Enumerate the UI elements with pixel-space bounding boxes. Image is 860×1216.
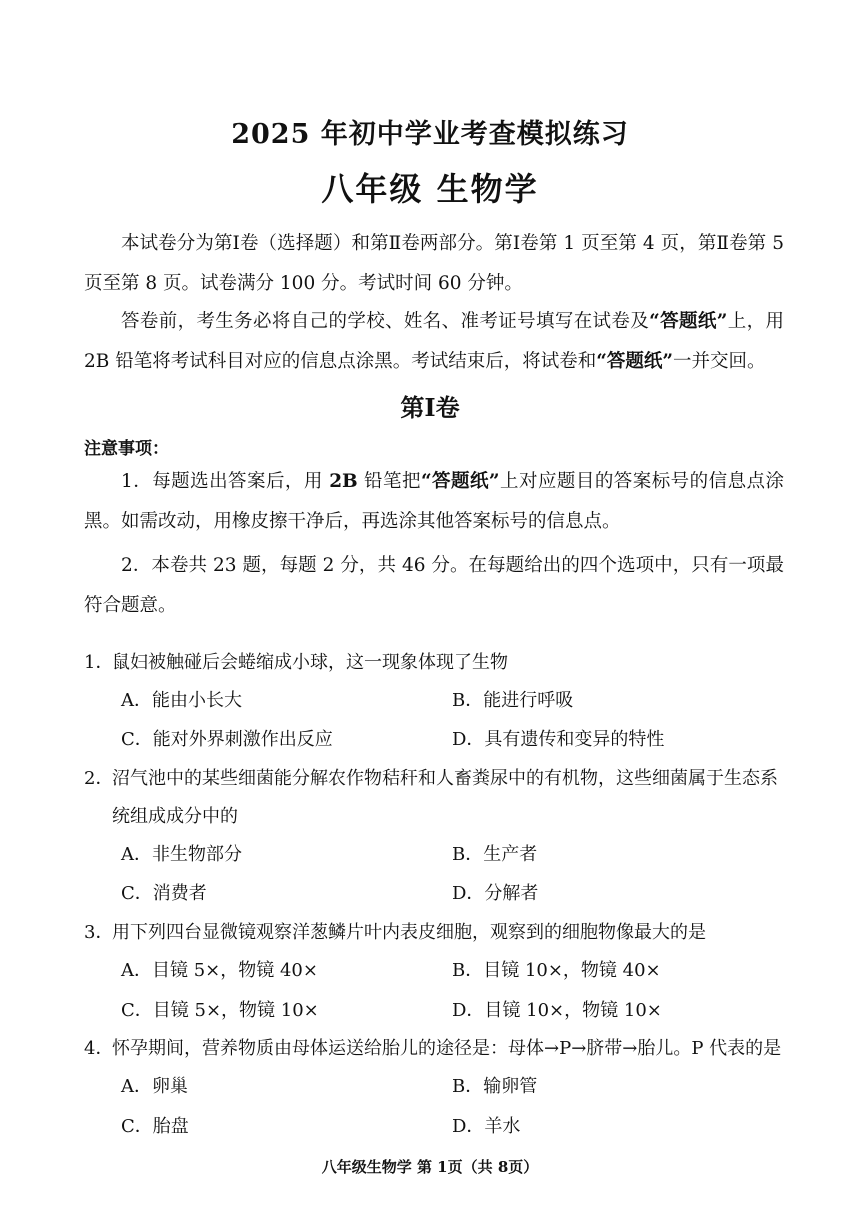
question-stem: 沼气池中的某些细菌能分解农作物秸秆和人畜粪尿中的有机物，这些细菌属于生态系 xyxy=(112,768,778,789)
question-stem-line-1 xyxy=(84,760,784,798)
question-1 xyxy=(84,644,784,682)
question-4 xyxy=(84,1030,784,1068)
option-d: D．具有遗传和变异的特性 xyxy=(452,729,665,750)
option-b: B．输卵管 xyxy=(452,1076,538,1097)
question-stem-line-2: 统组成成分中的 xyxy=(112,806,238,827)
option-d: D．目镜 10×，物镜 10× xyxy=(452,1000,662,1021)
option-a: A．能由小长大 xyxy=(121,690,242,711)
notice-label: 注意事项： xyxy=(84,439,169,459)
notice-text: 1．每题选出答案后，用 xyxy=(121,471,330,492)
intro-paragraph-2 xyxy=(84,302,784,382)
option-b: B．目镜 10×，物镜 40× xyxy=(452,960,661,981)
option-d: D．分解者 xyxy=(452,883,539,904)
intro-paragraph-1: 本试卷分为第Ⅰ卷（选择题）和第Ⅱ卷两部分。第Ⅰ卷第 1 页至第 4 页，第Ⅱ卷第 5 页至第 8 页。试卷满分 100 分。考试时间 60 分钟。 xyxy=(84,233,784,294)
question-number: 2． xyxy=(84,768,114,789)
intro-text: 一并交回。 xyxy=(673,351,766,372)
question-stem: 怀孕期间，营养物质由母体运送给胎儿的途径是：母体→P→脐带→胎儿。P 代表的是 xyxy=(112,1038,782,1059)
notice-item-2: 2．本卷共 23 题，每题 2 分，共 46 分。在每题给出的四个选项中，只有一项最符合题意。 xyxy=(84,555,784,616)
notice-text: 铅笔把 xyxy=(357,471,421,492)
question-stem: 用下列四台显微镜观察洋葱鳞片叶内表皮细胞，观察到的细胞物像最大的是 xyxy=(112,922,706,943)
exam-subtitle: 八年级 生物学 xyxy=(321,170,539,208)
option-a: A．非生物部分 xyxy=(121,844,242,865)
notice-item-1 xyxy=(84,462,784,542)
question-number: 3． xyxy=(84,922,114,943)
option-d: D．羊水 xyxy=(452,1116,521,1137)
option-c: C．能对外界刺激作出反应 xyxy=(121,729,333,750)
question-number: 1． xyxy=(84,652,114,673)
option-c: C．目镜 5×，物镜 10× xyxy=(121,1000,319,1021)
notice-text: 上对应题目的答案标号的信息点涂黑。如需改动，用橡皮擦干净后，再选涂其他答案标号的信息点。 xyxy=(84,471,784,532)
section-title: 第Ⅰ卷 xyxy=(400,393,460,422)
answer-sheet-term: “答题纸” xyxy=(420,471,500,492)
question-3 xyxy=(84,914,784,952)
page-footer: 八年级生物学 第 1页（共 8页） xyxy=(321,1158,539,1176)
question-2 xyxy=(84,760,784,836)
intro-text: 答卷前，考生务必将自己的学校、姓名、准考证号填写在试卷及 xyxy=(121,311,650,332)
answer-sheet-term: “答题纸” xyxy=(649,311,728,332)
option-c: C．消费者 xyxy=(121,883,207,904)
option-c: C．胎盘 xyxy=(121,1116,189,1137)
answer-sheet-term: “答题纸” xyxy=(596,351,674,372)
option-b: B．能进行呼吸 xyxy=(452,690,574,711)
option-a: A．卵巢 xyxy=(121,1076,188,1097)
option-b: B．生产者 xyxy=(452,844,538,865)
question-stem: 鼠妇被触碰后会蜷缩成小球，这一现象体现了生物 xyxy=(112,652,508,673)
option-a: A．目镜 5×，物镜 40× xyxy=(121,960,318,981)
intro-text: 上，用 2B 铅笔将考试科目对应的信息点涂黑。考试结束后，将试卷和 xyxy=(84,311,784,372)
question-number: 4． xyxy=(84,1038,114,1059)
pencil-term: 2B xyxy=(329,471,358,492)
exam-title: 2025 年初中学业考查模拟练习 xyxy=(231,119,629,150)
